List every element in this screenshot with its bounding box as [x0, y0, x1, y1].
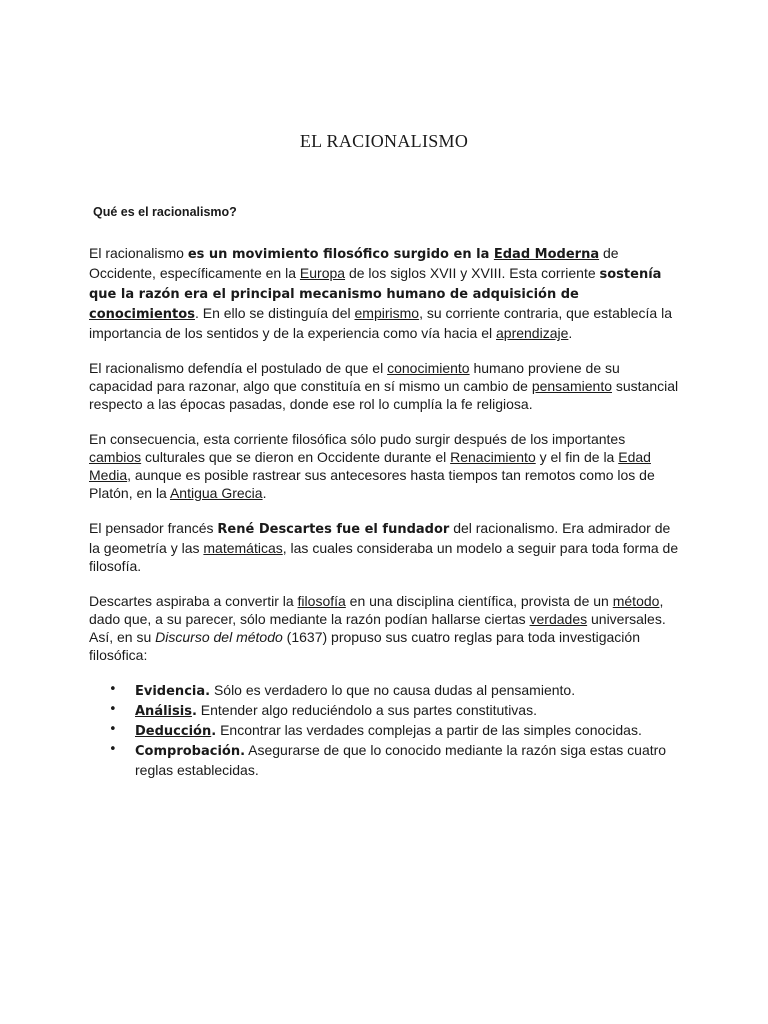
text-run: , aunque es posible rastrear sus antecesores hasta tiempos tan remotos como los de Platón, en la: [89, 467, 655, 501]
paragraph-5: [89, 592, 681, 664]
bullet-icon: •: [109, 722, 117, 737]
text-run: de los siglos XVII y XVIII. Esta corriente: [345, 265, 600, 281]
text-run: culturales que se dieron en Occidente durante el: [141, 449, 451, 465]
text-run: , su corriente contraria, que establecía la importancia de los sentidos y de la experiencia como vía hacia el: [89, 305, 672, 341]
text-run: .: [568, 325, 573, 341]
rule-deduccion: [109, 721, 681, 741]
rule-term: Evidencia.: [135, 684, 211, 699]
text-run: .: [262, 485, 267, 501]
paragraph-2: [89, 359, 681, 413]
text-run: El pensador francés: [89, 520, 218, 536]
link-edad-moderna[interactable]: Edad Moderna: [493, 247, 600, 262]
text-run: El racionalismo: [89, 245, 188, 261]
text-run: humano proviene de su capacidad para razonar, algo que constituía en sí mismo un cambio de: [89, 360, 620, 394]
link-conocimientos[interactable]: conocimientos: [89, 307, 195, 322]
text-run: sustancial respecto a las épocas pasadas, donde ese rol lo cumplía la fe religiosa.: [89, 378, 679, 412]
bold-run: sostenía que la razón era el principal mecanismo humano de adquisición de: [89, 267, 662, 302]
bold-run: es un movimiento filosófico surgido en la: [187, 247, 494, 262]
link-matematicas[interactable]: matemáticas: [203, 540, 283, 556]
link-verdades[interactable]: verdades: [529, 611, 588, 627]
bullet-icon: •: [109, 682, 117, 697]
paragraph-4: [89, 519, 681, 575]
text-run: del racionalismo. Era admirador de la geometría y las: [89, 520, 671, 556]
text-run: (1637) propuso sus cuatro reglas para toda investigación filosófica:: [89, 629, 640, 663]
document-body: [89, 244, 681, 779]
rule-text: Entender algo reduciéndolo a sus partes constitutivas.: [196, 702, 537, 718]
link-metodo[interactable]: método: [612, 593, 660, 609]
text-run: , dado que, a su parecer, sólo mediante la razón podían hallarse ciertas: [89, 593, 664, 627]
rule-comprobacion: [109, 741, 681, 779]
italic-run: Discurso del método: [155, 629, 283, 645]
link-analisis[interactable]: Análisis: [135, 704, 192, 719]
section-subtitle: Qué es el racionalismo?: [93, 205, 237, 219]
rule-term-dot: .: [211, 724, 217, 739]
link-empirismo[interactable]: empirismo: [354, 305, 420, 321]
paragraph-3: [89, 430, 681, 502]
text-run: En consecuencia, esta corriente filosófica sólo pudo surgir después de los importantes: [89, 431, 626, 447]
link-renacimiento[interactable]: Renacimiento: [450, 449, 536, 465]
rule-analisis: [109, 701, 681, 721]
paragraph-1: [89, 244, 681, 342]
rule-term-dot: .: [191, 704, 197, 719]
text-run: Descartes aspiraba a convertir la: [89, 593, 298, 609]
link-cambios[interactable]: cambios: [89, 449, 142, 465]
document-title: EL RACIONALISMO: [299, 131, 469, 151]
text-run: universales. Así, en su: [89, 611, 666, 645]
text-run: en una disciplina científica, provista de un: [345, 593, 613, 609]
link-deduccion[interactable]: Deducción: [135, 724, 212, 739]
rule-term: Comprobación.: [135, 744, 246, 759]
link-pensamiento[interactable]: pensamiento: [531, 378, 612, 394]
rule-text: Encontrar las verdades complejas a partir de las simples conocidas.: [216, 722, 642, 738]
text-run: . En ello se distinguía del: [194, 305, 355, 321]
text-run: , las cuales consideraba un modelo a seguir para toda forma de filosofía.: [89, 540, 679, 574]
rule-text: Asegurarse de que lo conocido mediante la razón siga estas cuatro reglas establecidas.: [135, 742, 667, 778]
text-run: El racionalismo defendía el postulado de que el: [89, 360, 388, 376]
rule-evidencia: [109, 681, 681, 701]
text-run: y el fin de la: [535, 449, 619, 465]
bullet-icon: •: [109, 702, 117, 717]
text-run: de Occidente, específicamente en la: [89, 245, 619, 281]
link-aprendizaje[interactable]: aprendizaje: [496, 325, 569, 341]
rules-list: [89, 681, 681, 779]
link-edad-media[interactable]: Edad Media: [89, 449, 651, 483]
rule-text: Sólo es verdadero lo que no causa dudas al pensamiento.: [210, 682, 576, 698]
bullet-icon: •: [109, 742, 117, 757]
link-antigua-grecia[interactable]: Antigua Grecia: [169, 485, 263, 501]
link-europa[interactable]: Europa: [299, 265, 346, 281]
link-filosofia[interactable]: filosofía: [297, 593, 346, 609]
link-conocimiento[interactable]: conocimiento: [387, 360, 470, 376]
bold-run: René Descartes fue el fundador: [217, 522, 450, 537]
